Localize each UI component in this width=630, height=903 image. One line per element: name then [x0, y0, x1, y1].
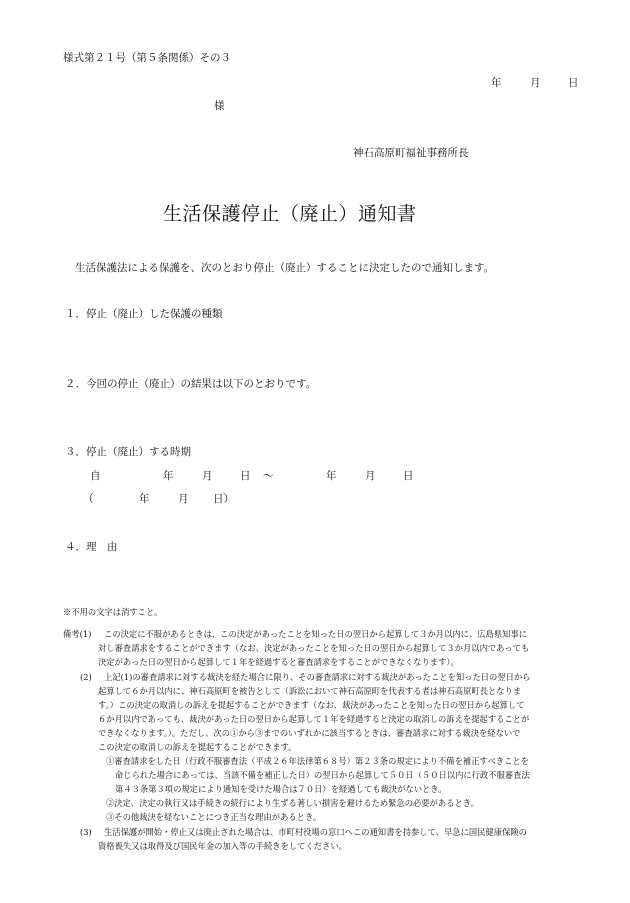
period-paren-year: 年: [139, 493, 150, 505]
remark-1-line-3: 決定があった日の翌日から起算して１年を経過すると審査請求をすることができなくなります）。: [98, 657, 459, 667]
remark-2-case-3: ③その他裁決を経ないことにつき正当な理由があるとき。: [106, 812, 322, 822]
period-tilde: ～: [263, 470, 274, 482]
remark-2-line-2: 起算して６か月以内に、神石高原町を被告として（訴訟において神石高原町を代表する者は神石高原町長となりま: [98, 686, 522, 696]
addressee-suffix: 様: [214, 100, 225, 112]
sender-name: 神石高原町福祉事務所長: [353, 147, 469, 159]
date-year-label: 年: [491, 77, 502, 89]
remark-1-line-2: 対し審査請求をすることができます（なお、決定があったことを知った日の翌日から起算して３か月以内であっても: [98, 643, 530, 653]
remark-3-line-2: 資格喪失又は取得及び国民年金の加入等の手続きをしてください。: [98, 841, 347, 851]
date-day-label: 日: [568, 77, 579, 89]
remark-1-line-1: この決定に不服があるときは、この決定があったことを知った日の翌日から起算して３か月以内に、広島県知事に: [104, 629, 528, 639]
period-paren-open: （: [83, 493, 94, 505]
date-month-label: 月: [530, 77, 541, 89]
remark-2-case-1-line-3: 第４３条第３項の規定により通知を受けた場合は７０日）を経過しても裁決がないとき。: [115, 784, 447, 794]
remark-2-case-2: ②決定、決定の執行又は手続きの続行により生ずる著しい損害を避けるため緊急の必要があるとき。: [106, 798, 480, 808]
section-1-heading: １．停止（廃止）した保護の種類: [65, 308, 223, 320]
remark-2-line-1: 上記(1)の審査請求に対する裁決を経た場合に限り、その審査請求に対する裁決があったことを知った日の翌日から: [104, 672, 531, 682]
remark-2-label: (2): [80, 672, 92, 682]
period-end-year: 年: [326, 470, 337, 482]
form-number: 様式第２１号（第５条関係）その３: [63, 52, 231, 64]
section-2-heading: ２．今回の停止（廃止）の結果は以下のとおりです。: [65, 378, 317, 390]
section-4-heading: ４．理 由: [65, 541, 118, 553]
remark-2-line-5: できなくなります。）。ただし、次の①から③までのいずれかに該当するときは、審査請求に対する裁決を経ないで: [98, 728, 521, 738]
strike-note: ※不用の文字は消すこと。: [63, 607, 163, 617]
intro-text: 生活保護法による保護を、次のとおり停止（廃止）することに決定したので通知します。: [75, 262, 495, 274]
period-paren-day: 日）: [213, 493, 234, 505]
remark-2-line-6: この決定の取消しの訴えを提起することができます。: [98, 742, 297, 752]
remark-3-label: (3): [80, 827, 92, 837]
period-start-month: 月: [202, 470, 213, 482]
period-start-year: 年: [163, 470, 174, 482]
period-end-day: 日: [403, 470, 414, 482]
period-start-day: 日: [240, 470, 251, 482]
remark-2-case-1-line-1: ①審査請求をした日（行政不服審査法（平成２６年法律第６８号）第２３条の規定により不備を補正すべきことを: [106, 756, 529, 766]
remark-3-line-1: 生活保護が開始・停止又は廃止された場合は、市町村役場の窓口へこの通知書を持参して、早急に国民健康保険の: [104, 827, 527, 837]
remark-2-case-1-line-2: 命じられた場合にあっては、当該不備を補正した日）の翌日から起算して５０日（５０日以内に行政不服審査法: [115, 770, 530, 780]
remark-2-line-3: す。）この決定の取消しの訴えを提起することができます（なお、裁決があったことを知った日の翌日から起算して: [98, 700, 525, 710]
remark-1-label: 備考(1): [63, 629, 92, 639]
period-paren-month: 月: [178, 493, 189, 505]
remark-2-line-4: ６か月以内であっても、裁決があった日の翌日から起算して１年を経過すると決定の取消しの訴えを提起することが: [98, 714, 530, 724]
document-title: 生活保護停止（廃止）通知書: [163, 203, 417, 225]
section-3-heading: ３．停止（廃止）する時期: [65, 446, 191, 458]
period-from-label: 自: [90, 470, 101, 482]
period-end-month: 月: [365, 470, 376, 482]
